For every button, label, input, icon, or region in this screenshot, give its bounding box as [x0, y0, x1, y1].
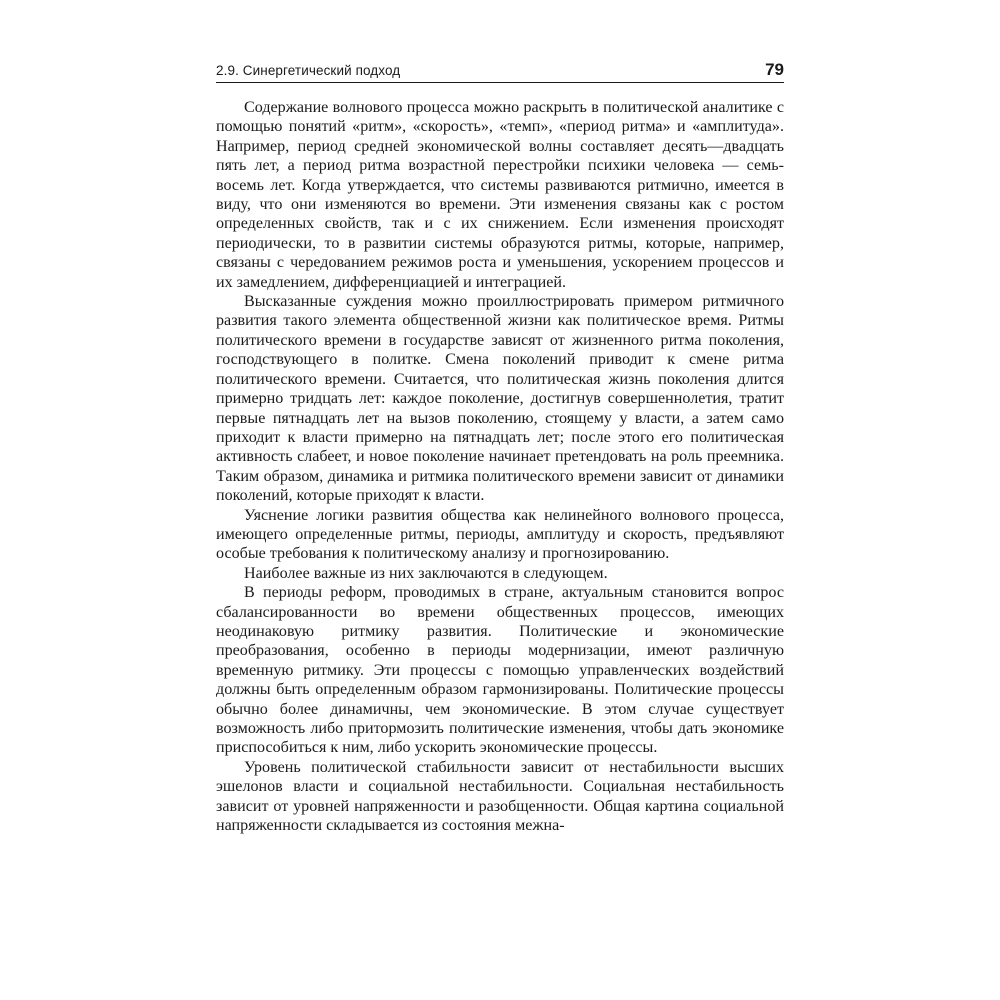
paragraph: В периоды реформ, проводимых в стране, актуальным становится вопрос сбалансированности во времени общественных процессов, имеющих неодинаковую ритмику развития. Политические и экономические преобразования, особенно в периоды модернизации, имеют различную временную ритмику. Эти процессы с помощью управленческих воздействий должны быть определенным образом гармонизированы. Политические процессы обычно более динамичны, чем экономические. В этом случае существует возможность либо притормозить политические изменения, чтобы дать экономике приспособиться к ним, либо ускорить экономические процессы. [216, 584, 784, 757]
running-header [216, 58, 784, 83]
section-title: 2.9. Синергетический подход [216, 63, 401, 78]
book-page [216, 58, 784, 835]
paragraph: Высказанные суждения можно проиллюстрировать примером ритмичного развития такого элемента общественной жизни как политическое время. Ритмы политического времени в государстве зависят от жизненного ритма поколения, господствующего в политке. Смена поколений приводит к смене ритма политического времени. Считается, что политическая жизнь поколения длится примерно тридцать лет: каждое поколение, достигнув совершеннолетия, тратит первые пятнадцать лет на вызов поколению, стоящему у власти, а затем само приходит к власти примерно на пятнадцать лет; после этого его политическая активность слабеет, и новое поколение начинает претендовать на роль преемника. Таким образом, динамика и ритмика политического времени зависит от динамики поколений, которые приходят к власти. [216, 293, 784, 505]
paragraph: Наиболее важные из них заключаются в следующем. [244, 564, 608, 582]
body-text [216, 98, 784, 835]
paragraph: Содержание волнового процесса можно раскрыть в политической аналитике с помощью понятий «ритм», «скорость», «темп», «период ритма» и «амплитуда». Например, период средней экономической волны составляет десять—двадцать пять лет, а период ритма возрастной перестройки психики человека — семь-восемь лет. Когда утверждается, что системы развиваются ритмично, имеется в виду, что они изменяются во времени. Эти изменения связаны как с ростом определенных свойств, так и с их снижением. Если изменения происходят периодически, то в развитии системы образуются ритмы, которые, например, связаны с чередованием режимов роста и уменьшения, ускорением процессов и их замедлением, дифференциацией и интеграцией. [216, 99, 784, 291]
page-number: 79 [765, 60, 784, 79]
paragraph: Уровень политической стабильности зависит от нестабильности высших эшелонов власти и социальной нестабильности. Социальная нестабильность зависит от уровней напряженности и разобщенности. Общая картина социальной напряженности складывается из состояния межна- [216, 758, 784, 835]
paragraph: Уяснение логики развития общества как нелинейного волнового процесса, имеющего определенные ритмы, периоды, амплитуду и скорость, предъявляют особые требования к политическому анализу и прогнозированию. [216, 506, 784, 563]
